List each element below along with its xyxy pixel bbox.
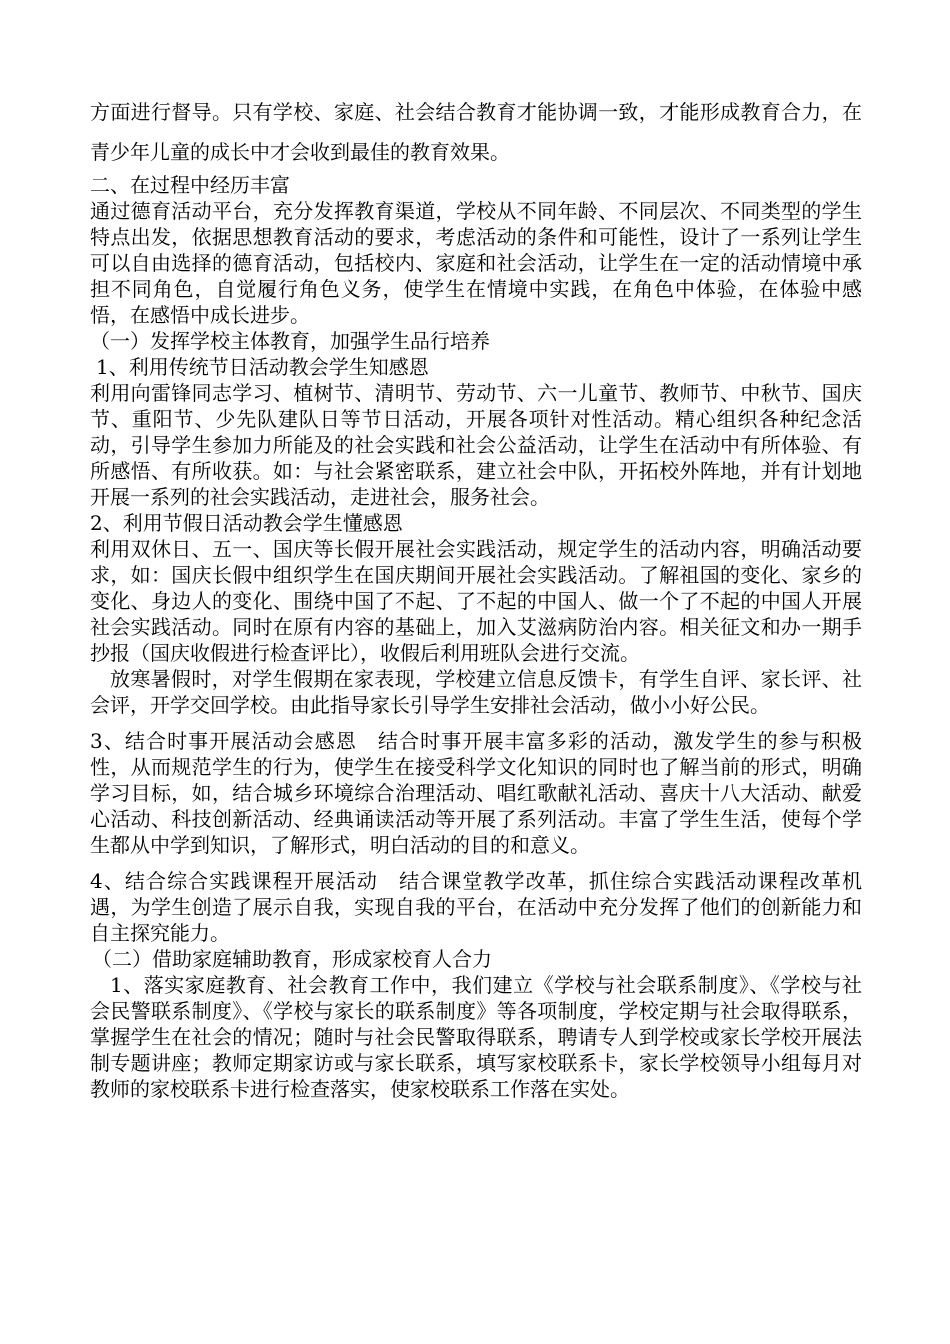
paragraph-item-2: 利用双休日、五一、国庆等长假开展社会实践活动，规定学生的活动内容，明确活动要求，如：国庆长假中组织学生在国庆期间开展社会实践活动。了解祖国的变化、家乡的变化、身边人的变化、围绕中国了不起、了不起的中国人、做一个了不起的中国人开展社会实践活动。同时在原有内容的基础上，加入艾滋病防治内容。相关征文和办一期手抄报（国庆收假进行检查评比），收假后利用班队会进行交流。: [90, 537, 862, 665]
paragraph-family-1: 1、落实家庭教育、社会教育工作中，我们建立《学校与社会联系制度》、《学校与社会民警联系制度》、《学校与家长的联系制度》等各项制度，学校定期与社会取得联系，掌握学生在社会的情况；随时与社会民警取得联系，聘请专人到学校或家长学校开展法制专题讲座；教师定期家访或与家长联系，填写家校联系卡，家长学校领导小组每月对教师的家校联系卡进行检查落实，使家校联系工作落在实处。: [90, 973, 862, 1101]
paragraph-intro: 方面进行督导。只有学校、家庭、社会结合教育才能协调一致，才能形成教育合力，在青少年儿童的成长中才会收到最佳的教育效果。: [90, 100, 862, 164]
document-page: [90, 92, 862, 1102]
paragraph-vacation: 放寒暑假时，对学生假期在家表现，学校建立信息反馈卡，有学生自评、家长评、社会评，开学交回学校。由此指导家长引导学生安排社会活动，做小小好公民。: [90, 667, 862, 717]
paragraph-item-4: 4、结合综合实践课程开展活动 结合课堂教学改革，抓住综合实践活动课程改革机遇，为学生创造了展示自我，实现自我的平台，在活动中充分发挥了他们的创新能力和自主探究能力。: [90, 869, 862, 945]
subsection-heading-1: （一）发挥学校主体教育，加强学生品行培养: [90, 329, 490, 353]
subsection-heading-2: （二）借助家庭辅助教育，形成家校育人合力: [92, 947, 492, 971]
section-heading-2: 二、在过程中经历丰富: [90, 173, 290, 197]
paragraph-section-2-body: 通过德育活动平台，充分发挥教育渠道，学校从不同年龄、不同层次、不同类型的学生特点出发，依据思想教育活动的要求，考虑活动的条件和可能性，设计了一系列让学生可以自由选择的德育活动，包括校内、家庭和社会活动，让学生在一定的活动情境中承担不同角色，自觉履行角色义务，使学生在情境中实践，在角色中体验，在体验中感悟，在感悟中成长进步。: [90, 199, 862, 327]
paragraph-item-3: 3、结合时事开展活动会感恩 结合时事开展丰富多彩的活动，激发学生的参与积极性，从而规范学生的行为，使学生在接受科学文化知识的同时也了解当前的形式，明确学习目标，如，结合城乡环境综合治理活动、唱红歌献礼活动、喜庆十八大活动、献爱心活动、科技创新活动、经典诵读活动等开展了系列活动。丰富了学生生活，使每个学生都从中学到知识，了解形式，明白活动的目的和意义。: [90, 729, 862, 857]
item-heading-1: 1、利用传统节日活动教会学生知感恩: [96, 355, 429, 379]
item-heading-2: 2、利用节假日活动教会学生懂感恩: [90, 511, 403, 535]
paragraph-item-1: 利用向雷锋同志学习、植树节、清明节、劳动节、六一儿童节、教师节、中秋节、国庆节、重阳节、少先队建队日等节日活动，开展各项针对性活动。精心组织各种纪念活动，引导学生参加力所能及的社会实践和社会公益活动，让学生在活动中有所体验、有所感悟、有所收获。如：与社会紧密联系，建立社会中队，开拓校外阵地，并有计划地开展一系列的社会实践活动，走进社会，服务社会。: [90, 381, 862, 509]
